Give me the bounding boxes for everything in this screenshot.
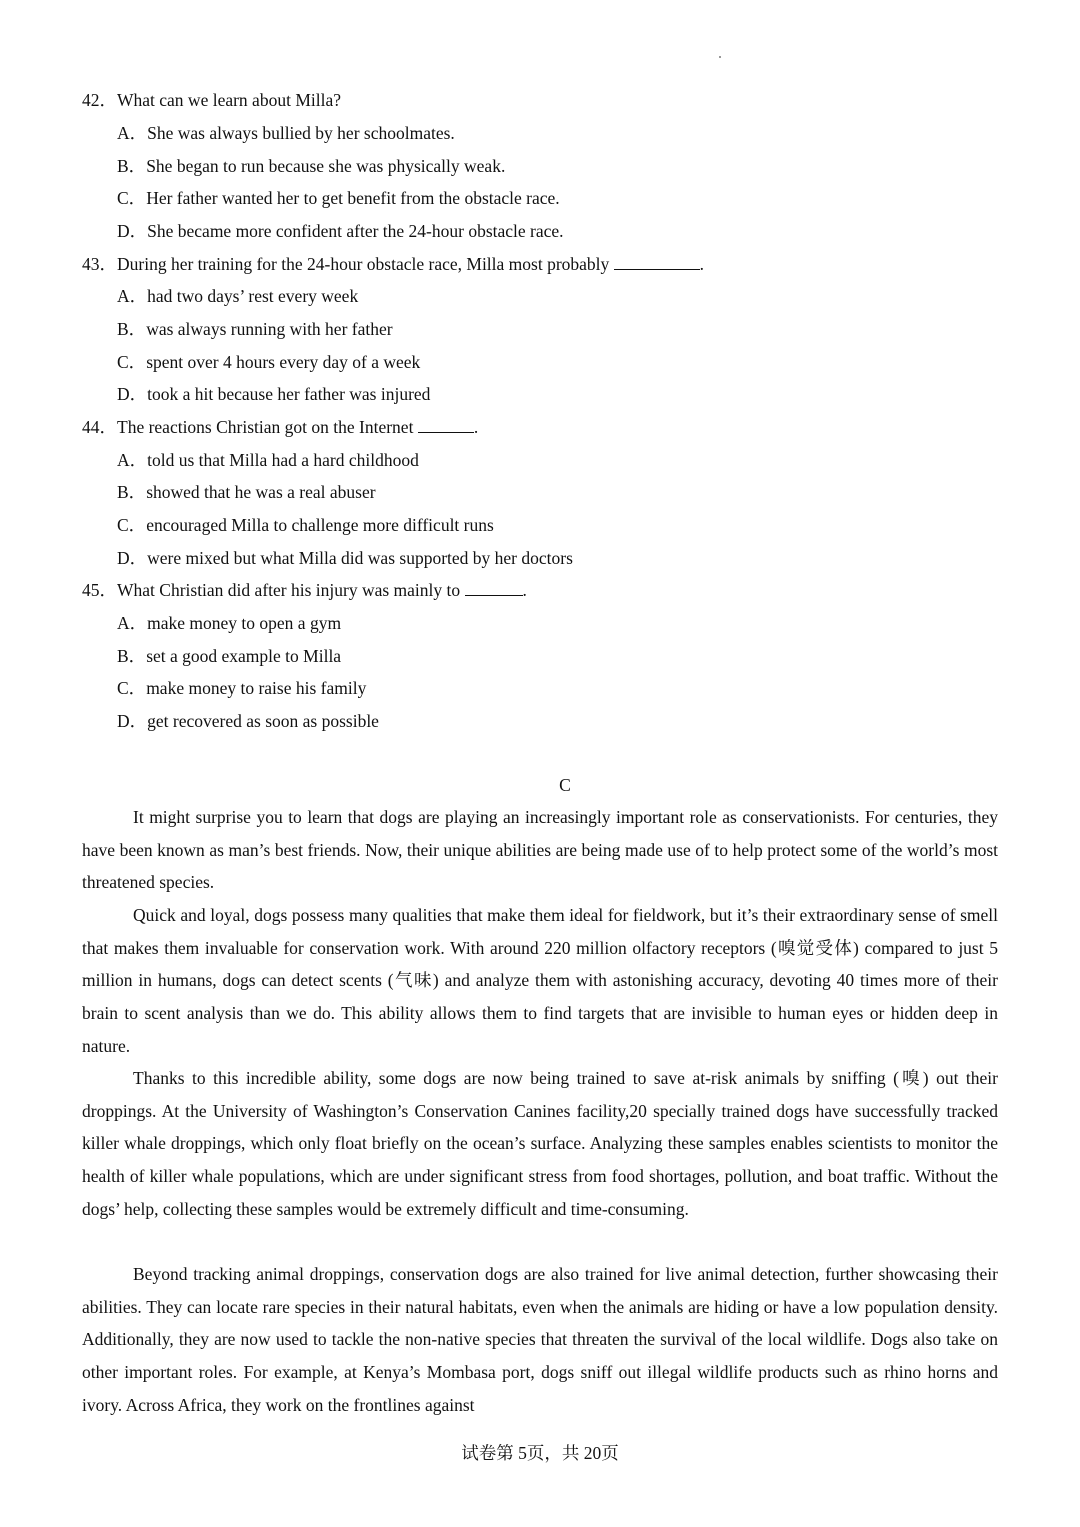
option-letter: C．: [117, 188, 147, 208]
question-number: 45．: [82, 580, 117, 600]
option-letter: B．: [117, 319, 147, 339]
option-text: make money to open a gym: [147, 613, 342, 633]
option-42-b: [117, 155, 505, 177]
option-letter: A．: [117, 450, 148, 470]
option-letter: D．: [117, 711, 148, 731]
option-43-c: [117, 351, 420, 373]
option-45-d: [117, 710, 379, 732]
option-text: set a good example to Milla: [146, 646, 342, 666]
option-text: was always running with her father: [146, 319, 393, 339]
question-number: 43．: [82, 254, 117, 274]
question-end: .: [473, 417, 479, 437]
option-text: spent over 4 hours every day of a week: [146, 352, 421, 372]
question-45: [82, 579, 527, 601]
option-letter: A．: [117, 613, 148, 633]
question-44: [82, 416, 478, 438]
option-44-d: [117, 547, 573, 569]
option-43-d: [117, 383, 430, 405]
option-letter: A．: [117, 123, 148, 143]
option-42-a: [117, 122, 455, 144]
option-letter: B．: [117, 156, 147, 176]
option-text: showed that he was a real abuser: [146, 482, 376, 502]
option-42-d: [117, 220, 564, 242]
option-text: She became more confident after the 24-hour obstacle race.: [147, 221, 564, 241]
passage-paragraph-2: Quick and loyal, dogs possess many qualities that make them ideal for fieldwork, but it’s their extraordinary sense of smell that makes them invaluable for conservation work. With around 220 million olfactory receptors (嗅觉受体) compared to just 5 million in humans, dogs can detect scents (气味) and analyze them with astonishing accuracy, devoting 40 times more of their brain to scent analysis than we do. This ability allows them to find targets that are invisible to human eyes or hidden deep in nature.: [82, 905, 998, 1056]
option-text: get recovered as soon as possible: [147, 711, 379, 731]
question-end: .: [522, 580, 527, 600]
option-44-c: [117, 514, 494, 536]
question-stem: During her training for the 24-hour obstacle race, Milla most probably: [117, 254, 610, 274]
question-43: [82, 253, 704, 275]
option-letter: C．: [117, 515, 147, 535]
option-text: Her father wanted her to get benefit from the obstacle race.: [146, 188, 560, 208]
option-text: had two days’ rest every week: [147, 286, 359, 306]
option-42-c: [117, 187, 560, 209]
option-text: encouraged Milla to challenge more difficult runs: [146, 515, 494, 535]
option-text: She began to run because she was physically weak.: [146, 156, 506, 176]
option-letter: D．: [117, 384, 148, 404]
answer-blank: [614, 254, 700, 270]
question-42: [82, 89, 341, 111]
option-44-a: [117, 449, 419, 471]
option-45-c: [117, 677, 366, 699]
option-letter: B．: [117, 646, 147, 666]
question-number: 42．: [82, 90, 117, 110]
option-letter: D．: [117, 221, 148, 241]
answer-blank: [465, 580, 523, 596]
option-text: were mixed but what Milla did was supported by her doctors: [147, 548, 573, 568]
option-text: told us that Milla had a hard childhood: [147, 450, 419, 470]
scan-speck: [719, 56, 721, 58]
option-text: She was always bullied by her schoolmates.: [147, 123, 455, 143]
option-letter: D．: [117, 548, 148, 568]
question-stem: The reactions Christian got on the Internet: [117, 417, 414, 437]
passage-paragraph-4: Beyond tracking animal droppings, conservation dogs are also trained for live animal detection, further showcasing their abilities. They can locate rare species in their natural habitats, even when the animals are hiding or have a low population density. Additionally, they are now used to tackle the non-native species that threaten the survival of the local wildlife. Dogs also take on other important roles. For example, at Kenya’s Mombasa port, dogs sniff out illegal wildlife products such as rhino horns and ivory. Across Africa, they work on the frontlines against: [82, 1264, 998, 1415]
option-letter: B．: [117, 482, 147, 502]
question-number: 44．: [82, 417, 117, 437]
option-44-b: [117, 481, 376, 503]
option-letter: C．: [117, 678, 147, 698]
option-43-a: [117, 285, 358, 307]
passage-paragraph-3: Thanks to this incredible ability, some dogs are now being trained to save at-risk animals by sniffing (嗅) out their droppings. At the University of Washington’s Conservation Canines facility,20 specially trained dogs have successfully tracked killer whale droppings, which only float briefly on the ocean’s surface. Analyzing these samples enables scientists to monitor the health of killer whale populations, which are under significant stress from food shortages, pollution, and boat traffic. Without the dogs’ help, collecting these samples would be extremely difficult and time-consuming.: [82, 1068, 998, 1219]
question-stem: What can we learn about Milla?: [117, 90, 341, 110]
option-text: took a hit because her father was injured: [147, 384, 431, 404]
question-stem: What Christian did after his injury was mainly to: [117, 580, 461, 600]
page-footer: 试卷第 5页，共 20页: [461, 1443, 619, 1463]
option-text: make money to raise his family: [146, 678, 367, 698]
section-heading: C: [559, 775, 571, 795]
option-45-a: [117, 612, 341, 634]
passage-paragraph-1: It might surprise you to learn that dogs are playing an increasingly important role as conservationists. For centuries, they have been known as man’s best friends. Now, their unique abilities are being made use of to help protect some of the world’s most threatened species.: [82, 807, 998, 893]
answer-blank: [418, 417, 474, 433]
option-43-b: [117, 318, 393, 340]
option-45-b: [117, 645, 341, 667]
question-end: .: [699, 254, 705, 274]
option-letter: C．: [117, 352, 147, 372]
option-letter: A．: [117, 286, 148, 306]
